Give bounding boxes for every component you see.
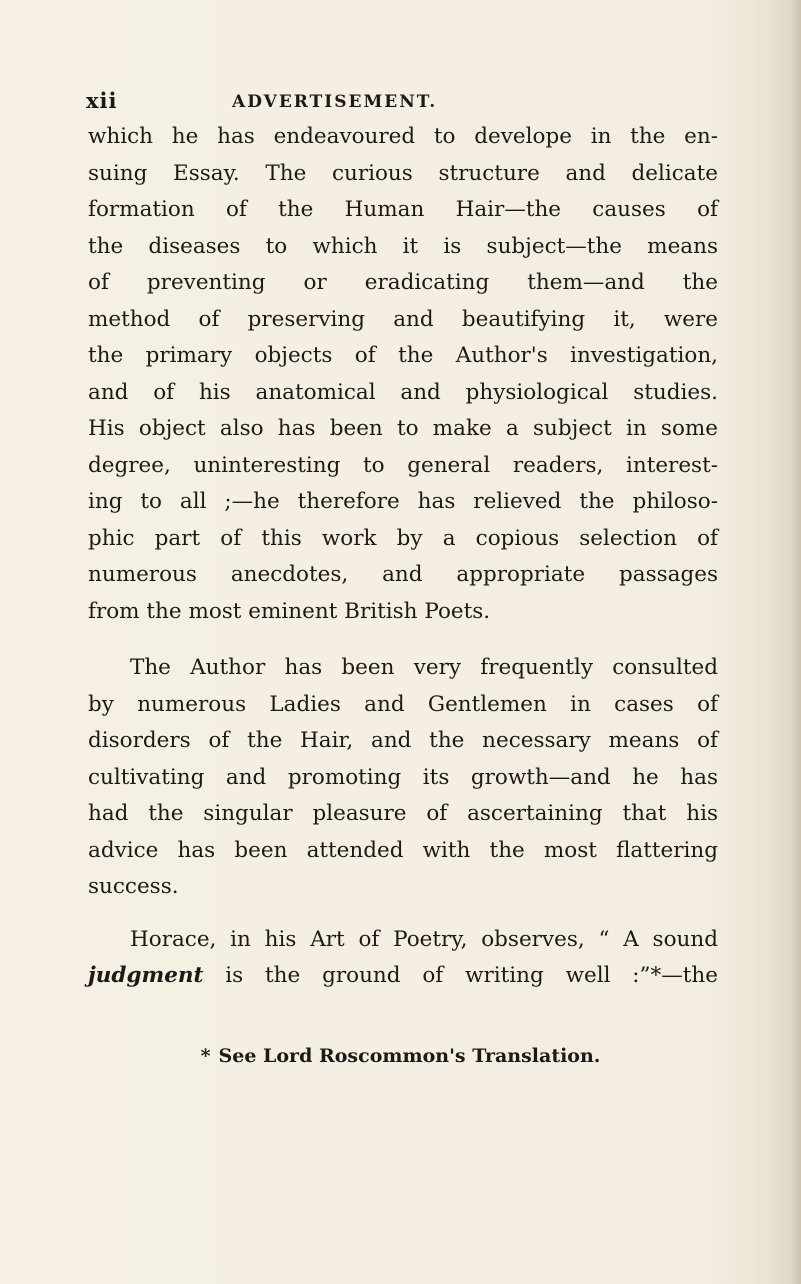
text-line: The Author has been very frequently consulted [130, 655, 718, 680]
text-line: disorders of the Hair, and the necessary means of [88, 728, 718, 753]
text-line [88, 958, 718, 995]
page-number: xii [86, 88, 118, 113]
footnote [0, 1045, 801, 1067]
text-line: cultivating and promoting its growth—and he has [88, 764, 718, 790]
footnote-text: See Lord Roscommon's Translation. [218, 1045, 601, 1067]
text-line: which he has endeavoured to develope in the en- [88, 124, 718, 149]
text-line: numerous anecdotes, and appropriate passages [88, 562, 718, 587]
text-line-rest: is the ground of writing well :”*—the [203, 963, 718, 988]
emphasized-word: judgment [88, 963, 204, 988]
footnote-marker: * [200, 1045, 211, 1067]
running-head: ADVERTISEMENT. [232, 92, 438, 112]
paragraph-gap [88, 630, 718, 650]
paragraph-2 [88, 650, 718, 906]
text-line: His object also has been to make a subject in some [88, 416, 718, 441]
paragraph-3 [88, 922, 718, 995]
text-line: of preventing or eradicating them—and the [88, 270, 718, 295]
text-line: had the singular pleasure of ascertaining that his [88, 801, 718, 826]
main-text [88, 119, 718, 995]
paragraph-1 [88, 119, 718, 630]
text-line: advice has been attended with the most flattering [88, 837, 718, 863]
text-line: formation of the Human Hair—the causes of [88, 197, 718, 222]
paragraph-gap [88, 906, 718, 922]
text-line: and of his anatomical and physiological studies. [88, 379, 718, 405]
text-line: suing Essay. The curious structure and delicate [88, 160, 718, 186]
text-line: Horace, in his Art of Poetry, observes, “ A sound [130, 926, 718, 952]
text-line: by numerous Ladies and Gentlemen in cases of [88, 691, 718, 717]
page-edge-shadow [791, 0, 801, 1284]
text-line: the diseases to which it is subject—the means [88, 233, 718, 259]
text-line: the primary objects of the Author's investigation, [88, 343, 718, 368]
text-line: degree, uninteresting to general readers, interest- [88, 452, 718, 478]
text-line: method of preserving and beautifying it, were [88, 306, 718, 332]
page-header [0, 88, 801, 118]
text-line: success. [88, 874, 179, 899]
text-line: from the most eminent British Poets. [88, 598, 491, 624]
text-line: ing to all ;—he therefore has relieved the philoso- [88, 489, 718, 514]
text-line: phic part of this work by a copious selection of [88, 525, 718, 551]
